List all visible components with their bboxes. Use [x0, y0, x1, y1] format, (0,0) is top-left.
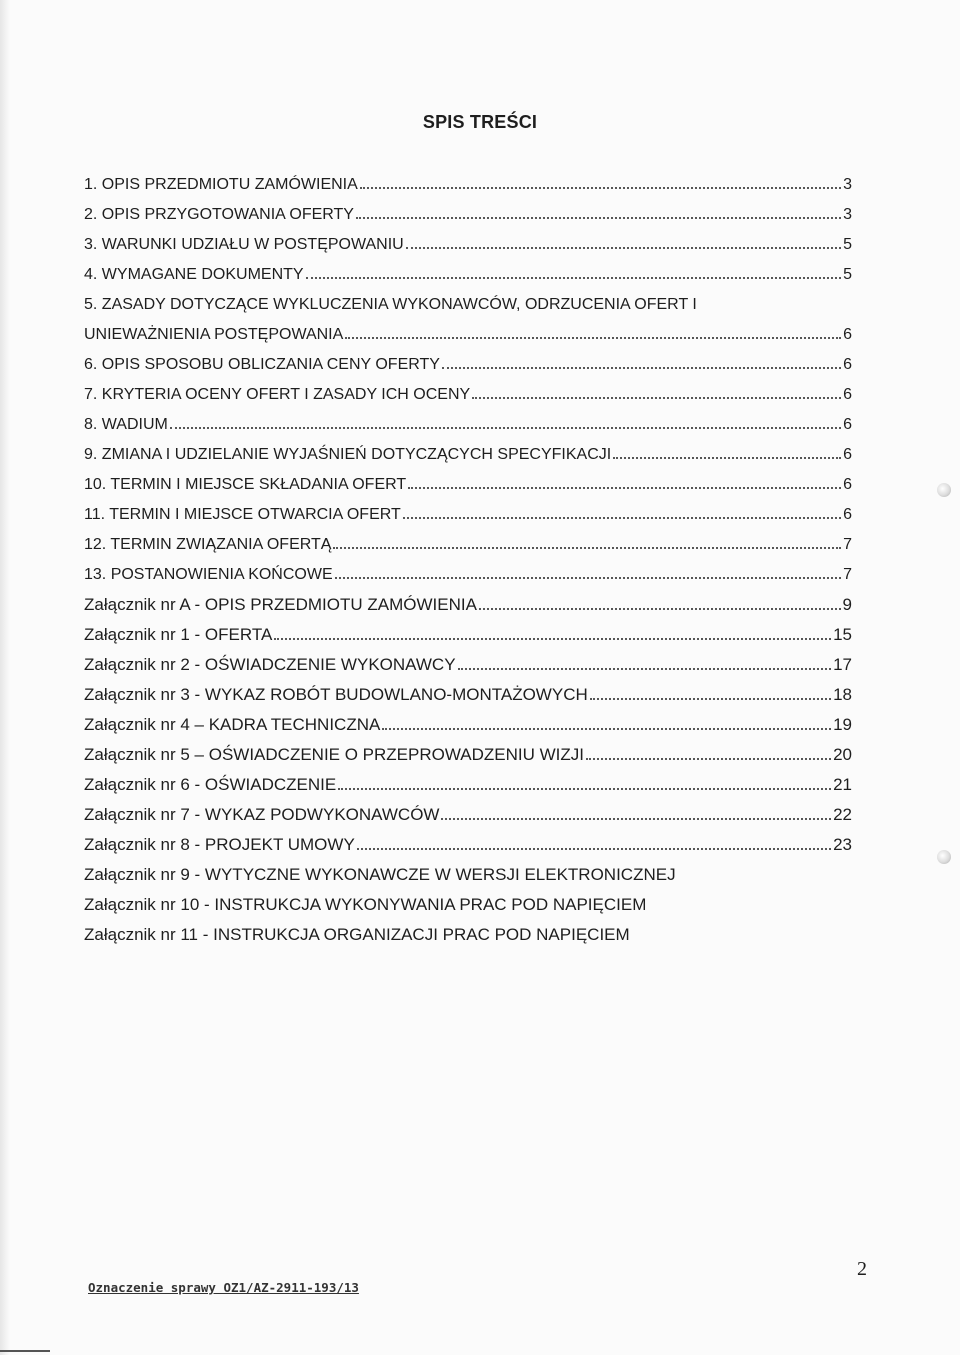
dot-leader: [338, 788, 831, 790]
toc-entry-label: Załącznik nr 11 - INSTRUKCJA ORGANIZACJI PRAC POD NAPIĘCIEM: [84, 925, 630, 944]
toc-entry: [84, 650, 852, 680]
toc-entry: [84, 920, 852, 950]
toc-entry-label: 10. TERMIN I MIEJSCE SKŁADANIA OFERT: [84, 476, 407, 493]
toc-entry: [84, 740, 852, 770]
dot-leader: [335, 577, 841, 579]
dot-leader: [382, 728, 831, 730]
toc-entry-label: 4. WYMAGANE DOKUMENTY: [84, 266, 304, 283]
toc-entry-label: Załącznik nr A - OPIS PRZEDMIOTU ZAMÓWIENIA: [84, 595, 477, 614]
toc-entry-page: 6: [843, 356, 852, 373]
dot-leader: [458, 668, 832, 670]
toc-entry-label: 1. OPIS PRZEDMIOTU ZAMÓWIENIA: [84, 176, 358, 193]
toc-entry-page: 7: [843, 566, 852, 583]
toc-entry: [84, 710, 852, 740]
toc-entry-label: 3. WARUNKI UDZIAŁU W POSTĘPOWANIU: [84, 236, 404, 253]
dot-leader: [586, 758, 831, 760]
toc-entry-label: Załącznik nr 3 - WYKAZ ROBÓT BUDOWLANO-MONTAŻOWYCH: [84, 685, 588, 704]
toc-entry-label: Załącznik nr 6 - OŚWIADCZENIE: [84, 775, 337, 794]
toc-entry: [84, 410, 852, 440]
page-edge-shadow: [0, 0, 10, 1355]
toc-entry-page: 21: [833, 775, 852, 794]
toc-entry-page: 5: [843, 266, 852, 283]
toc-entry-page: 3: [843, 176, 852, 193]
toc-entry: [84, 560, 852, 590]
dot-leader: [472, 397, 841, 399]
toc-entry-label: 11. TERMIN I MIEJSCE OTWARCIA OFERT: [84, 506, 401, 523]
dot-leader: [274, 638, 831, 640]
toc-entry: [84, 530, 852, 560]
toc-entry: [84, 800, 852, 830]
dot-leader: [406, 247, 841, 249]
dot-leader: [590, 698, 831, 700]
toc-entry-label: 7. KRYTERIA OCENY OFERT I ZASADY ICH OCENY: [84, 386, 471, 403]
toc-entry-page: 6: [843, 416, 852, 433]
toc-entry: [84, 230, 852, 260]
toc-entry: [84, 200, 852, 230]
toc-entry: [84, 380, 852, 410]
toc-entry-page: 19: [833, 715, 852, 734]
toc-entry-label: Załącznik nr 9 - WYTYCZNE WYKONAWCZE W WERSJI ELEKTRONICZNEJ: [84, 865, 676, 884]
punch-hole-top: [937, 483, 951, 497]
toc-entry-page: 3: [843, 206, 852, 223]
toc-entry-label: Załącznik nr 1 - OFERTA: [84, 625, 273, 644]
toc-entry-label: 12. TERMIN ZWIĄZANIA OFERTĄ: [84, 536, 332, 553]
toc-entry-page: 18: [833, 685, 852, 704]
dot-leader: [333, 547, 841, 549]
dot-leader: [356, 217, 841, 219]
toc-entry-label: 2. OPIS PRZYGOTOWANIA OFERTY: [84, 206, 354, 223]
bottom-rule: [0, 1350, 50, 1352]
toc-entry: [84, 590, 852, 620]
dot-leader: [306, 277, 842, 279]
dot-leader: [345, 337, 841, 339]
toc-entry: [84, 770, 852, 800]
toc-entry-page: 9: [842, 595, 852, 614]
dot-leader: [357, 848, 831, 850]
dot-leader: [442, 367, 841, 369]
table-of-contents: [84, 170, 852, 950]
toc-entry-page: 23: [833, 835, 852, 854]
toc-entry-label: Załącznik nr 8 - PROJEKT UMOWY: [84, 835, 355, 854]
toc-entry: [84, 470, 852, 500]
toc-entry-label: Załącznik nr 10 - INSTRUKCJA WYKONYWANIA PRAC POD NAPIĘCIEM: [84, 895, 647, 914]
toc-entry: [84, 350, 852, 380]
toc-entry: [84, 890, 852, 920]
toc-entry-page: 6: [843, 446, 852, 463]
toc-entry-label: UNIEWAŻNIENIA POSTĘPOWANIA: [84, 326, 344, 343]
dot-leader: [360, 187, 841, 189]
toc-entry: [84, 860, 852, 890]
case-reference-footer: Oznaczenie sprawy OZ1/AZ-2911-193/13: [88, 1280, 359, 1295]
toc-entry-page: 22: [833, 805, 852, 824]
toc-entry-label: Załącznik nr 5 – OŚWIADCZENIE O PRZEPROWADZENIU WIZJI: [84, 745, 584, 764]
dot-leader: [408, 487, 841, 489]
toc-entry: [84, 830, 852, 860]
toc-entry-label: Załącznik nr 7 - WYKAZ PODWYKONAWCÓW: [84, 805, 440, 824]
toc-entry-label: 5. ZASADY DOTYCZĄCE WYKLUCZENIA WYKONAWCÓW, ODRZUCENIA OFERT I: [84, 296, 697, 313]
toc-entry-page: 6: [843, 386, 852, 403]
toc-entry: [84, 620, 852, 650]
toc-entry-label: Załącznik nr 2 - OŚWIADCZENIE WYKONAWCY: [84, 655, 456, 674]
toc-entry-label: 8. WADIUM: [84, 416, 168, 433]
toc-entry-page: 6: [843, 506, 852, 523]
toc-entry: [84, 170, 852, 200]
toc-entry-page: 7: [843, 536, 852, 553]
toc-entry: [84, 320, 852, 350]
punch-hole-bottom: [937, 850, 951, 864]
toc-entry: [84, 680, 852, 710]
toc-entry: [84, 290, 852, 320]
toc-entry-page: 6: [843, 326, 852, 343]
dot-leader: [170, 427, 841, 429]
toc-entry-page: 20: [833, 745, 852, 764]
dot-leader: [613, 457, 841, 459]
toc-entry-page: 15: [833, 625, 852, 644]
toc-entry: [84, 260, 852, 290]
toc-entry-page: 17: [833, 655, 852, 674]
toc-entry-page: 6: [843, 476, 852, 493]
toc-entry: [84, 500, 852, 530]
toc-entry-label: 13. POSTANOWIENIA KOŃCOWE: [84, 566, 333, 583]
dot-leader: [479, 608, 841, 610]
toc-entry: [84, 440, 852, 470]
toc-entry-page: 5: [843, 236, 852, 253]
page-number: 2: [857, 1258, 867, 1280]
toc-entry-label: Załącznik nr 4 – KADRA TECHNICZNA: [84, 715, 381, 734]
toc-entry-label: 6. OPIS SPOSOBU OBLICZANIA CENY OFERTY: [84, 356, 440, 373]
toc-entry-label: 9. ZMIANA I UDZIELANIE WYJAŚNIEŃ DOTYCZĄCYCH SPECYFIKACJI: [84, 446, 612, 463]
page-title: SPIS TREŚCI: [422, 112, 538, 132]
dot-leader: [441, 818, 831, 820]
dot-leader: [403, 517, 841, 519]
